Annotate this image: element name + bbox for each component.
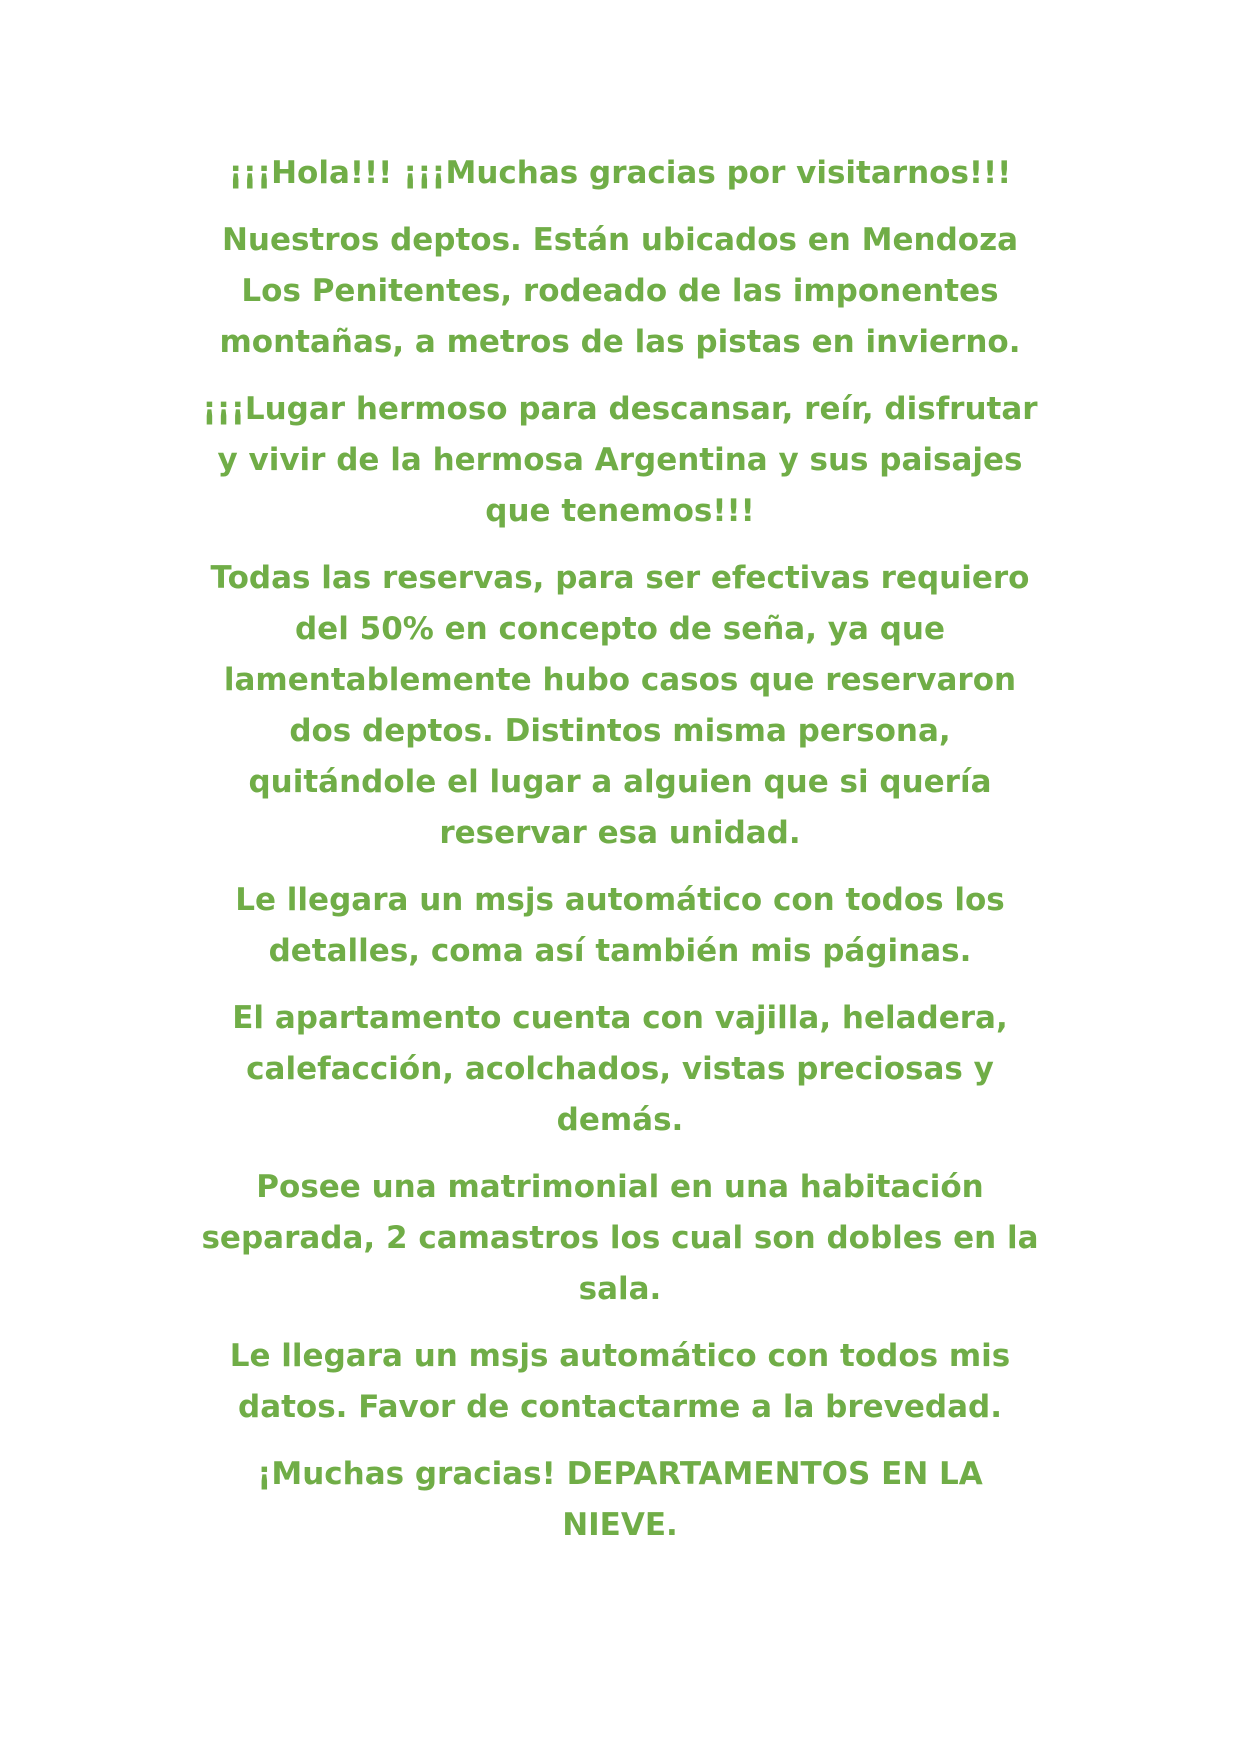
closing-paragraph: ¡Muchas gracias! DEPARTAMENTOS EN LA NIEVE. — [257, 1456, 983, 1543]
place-description-paragraph: ¡¡¡Lugar hermoso para descansar, reír, disfrutar y vivir de la hermosa Argentina y sus paisajes que tenemos!!! — [202, 391, 1038, 529]
reservation-policy-paragraph: Todas las reservas, para ser efectivas requiero del 50% en concepto de seña, ya que lamentablemente hubo casos que reservaron dos deptos. Distintos misma persona, quitándole el lugar a alguien que si quería reservar esa unidad. — [210, 560, 1030, 851]
contact-paragraph: Le llegara un msjs automático con todos mis datos. Favor de contactarme a la brevedad. — [229, 1338, 1011, 1425]
amenities-paragraph: El apartamento cuenta con vajilla, heladera, calefacción, acolchados, vistas preciosas y demás. — [232, 1000, 1008, 1138]
beds-paragraph: Posee una matrimonial en una habitación separada, 2 camastros los cual son dobles en la sala. — [201, 1169, 1039, 1307]
location-paragraph: Nuestros deptos. Están ubicados en Mendoza Los Penitentes, rodeado de las imponentes montañas, a metros de las pistas en invierno. — [219, 222, 1021, 360]
automatic-message-details-paragraph: Le llegara un msjs automático con todos los detalles, coma así también mis páginas. — [235, 882, 1005, 969]
greeting-paragraph: ¡¡¡Hola!!! ¡¡¡Muchas gracias por visitarnos!!! — [228, 155, 1012, 191]
document-body — [160, 148, 1080, 1567]
